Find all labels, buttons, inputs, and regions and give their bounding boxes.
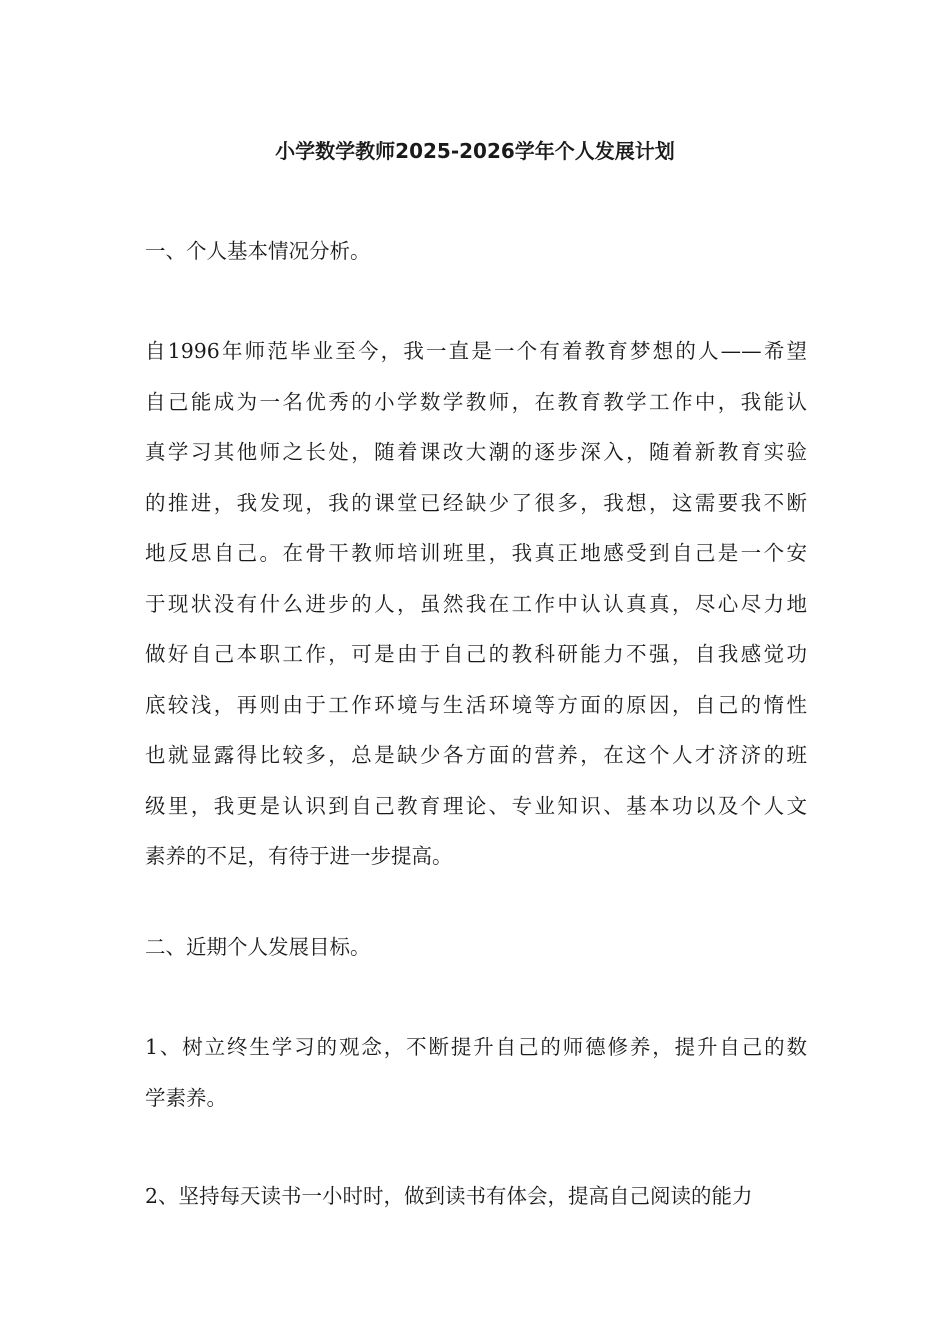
text-line: 2、坚持每天读书一小时时，做到读书有体会，提高自己阅读的能力	[145, 1184, 753, 1208]
text-line: 素养的不足，有待于进一步提高。	[145, 844, 453, 868]
document-title: 小学数学教师2025-2026学年个人发展计划	[275, 139, 675, 163]
text-line: 做好自己本职工作，可是由于自己的教科研能力不强，自我感觉功	[145, 642, 807, 666]
section-heading-goals: 二、近期个人发展目标。	[145, 935, 371, 959]
text-line: 自己能成为一名优秀的小学数学教师，在教育教学工作中，我能认	[145, 389, 807, 414]
text-line: 底较浅，再则由于工作环境与生活环境等方面的原因，自己的惰性	[145, 692, 807, 717]
text-line: 的推进，我发现，我的课堂已经缺少了很多，我想，这需要我不断	[145, 490, 807, 515]
text-line: 地反思自己。在骨干教师培训班里，我真正地感受到自己是一个安	[145, 541, 807, 565]
text-line: 也就显露得比较多，总是缺少各方面的营养，在这个人才济济的班	[145, 743, 807, 767]
paragraph-goal-2	[145, 1171, 807, 1222]
text-line: 真学习其他师之长处，随着课改大潮的逐步深入，随着新教育实验	[145, 440, 807, 464]
text-line: 于现状没有什么进步的人，虽然我在工作中认认真真，尽心尽力地	[145, 591, 807, 616]
paragraph-goal-1	[145, 1022, 807, 1123]
section-heading-basic-analysis: 一、个人基本情况分析。	[145, 239, 371, 263]
paragraph-basic-analysis	[145, 326, 807, 882]
text-line: 1、树立终生学习的观念，不断提升自己的师德修养，提升自己的数	[145, 1035, 807, 1059]
text-line: 级里，我更是认识到自己教育理论、专业知识、基本功以及个人文	[145, 793, 807, 818]
text-line: 自1996年师范毕业至今，我一直是一个有着教育梦想的人——希望	[145, 339, 807, 363]
text-line: 学素养。	[145, 1085, 227, 1110]
